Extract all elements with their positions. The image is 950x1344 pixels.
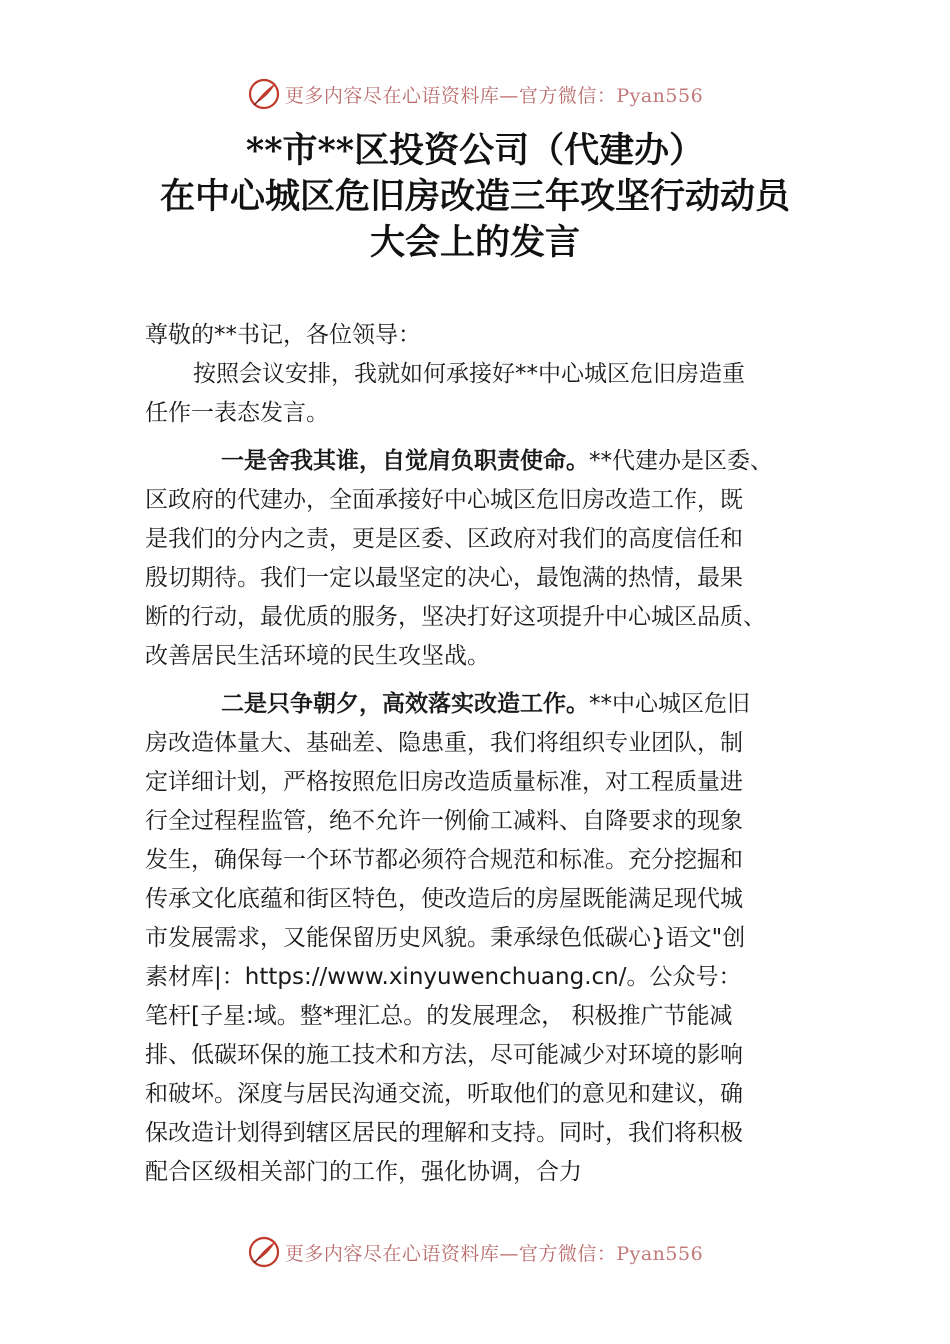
para2-first-line: 二是只争朝夕，高效落实改造工作。**中心城区危旧 xyxy=(221,691,750,717)
title-line-3: 大会上的发言 xyxy=(369,222,580,263)
feather-pen-logo-icon xyxy=(247,1235,281,1269)
para2-line: 素材库|：https://www.xinyuwenchuang.cn/。公众号： xyxy=(145,964,742,990)
para1-line: 是我们的分内之责，更是区委、区政府对我们的高度信任和 xyxy=(145,526,743,552)
para2-line: 排、低碳环保的施工技术和方法，尽可能减少对环境的影响 xyxy=(145,1042,743,1068)
para2-heading: 二是只争朝夕，高效落实改造工作。 xyxy=(221,691,589,717)
para2-line: 行全过程程监管，绝不允许一例偷工减料、自降要求的现象 xyxy=(145,808,743,834)
document-title xyxy=(0,128,950,266)
watermark-text: 更多内容尽在心语资料库—官方微信：Pyan556 xyxy=(284,84,704,107)
para2-line: 定详细计划，严格按照危旧房改造质量标准，对工程质量进 xyxy=(145,769,743,795)
paragraph-one xyxy=(145,442,825,676)
para2-line: 市发展需求，又能保留历史风貌。秉承绿色低碳心}语文"创 xyxy=(145,925,746,951)
para2-line: 保改造计划得到辖区居民的理解和支持。同时，我们将积极 xyxy=(145,1120,743,1146)
para1-line: 区政府的代建办，全面承接好中心城区危旧房改造工作，既 xyxy=(145,487,743,513)
wechat-id: Pyan556 xyxy=(616,1242,704,1265)
para2-line: 配合区级相关部门的工作，强化协调，合力 xyxy=(145,1159,582,1185)
title-line-1: **市**区投资公司（代建办） xyxy=(245,130,705,171)
para2-line: 笔杆[子星:域。整*理汇总。的发展理念， 积极推广节能减 xyxy=(145,1003,733,1029)
para1-heading: 一是舍我其谁，自觉肩负职责使命。 xyxy=(221,448,589,474)
intro-line: 任作一表态发言。 xyxy=(145,400,329,426)
intro-line: 按照会议安排，我就如何承接好**中心城区危旧房造重 xyxy=(193,361,745,387)
wechat-id: Pyan556 xyxy=(616,84,704,107)
salutation: 尊敬的**书记，各位领导： xyxy=(145,322,421,348)
intro-paragraph xyxy=(145,355,825,433)
para1-line: 断的行动，最优质的服务，坚决打好这项提升中心城区品质、 xyxy=(145,604,766,630)
document-body xyxy=(145,316,825,1192)
footer-watermark xyxy=(0,1232,950,1272)
para1-line: 殷切期待。我们一定以最坚定的决心，最饱满的热情，最果 xyxy=(145,565,743,591)
watermark-text: 更多内容尽在心语资料库—官方微信：Pyan556 xyxy=(284,1242,704,1265)
header-watermark xyxy=(0,74,950,114)
para1-first-line: 一是舍我其谁，自觉肩负职责使命。**代建办是区委、 xyxy=(221,448,773,474)
para2-line: 房改造体量大、基础差、隐患重，我们将组织专业团队，制 xyxy=(145,730,743,756)
para2-line: 发生，确保每一个环节都必须符合规范和标准。充分挖掘和 xyxy=(145,847,743,873)
para1-line: 改善居民生活环境的民生攻坚战。 xyxy=(145,643,490,669)
para2-line: 传承文化底蕴和街区特色，使改造后的房屋既能满足现代城 xyxy=(145,886,743,912)
paragraph-two xyxy=(145,685,825,1192)
para2-line: 和破坏。深度与居民沟通交流，听取他们的意见和建议，确 xyxy=(145,1081,743,1107)
feather-pen-logo-icon xyxy=(247,77,281,111)
title-line-2: 在中心城区危旧房改造三年攻坚行动动员 xyxy=(159,176,790,217)
